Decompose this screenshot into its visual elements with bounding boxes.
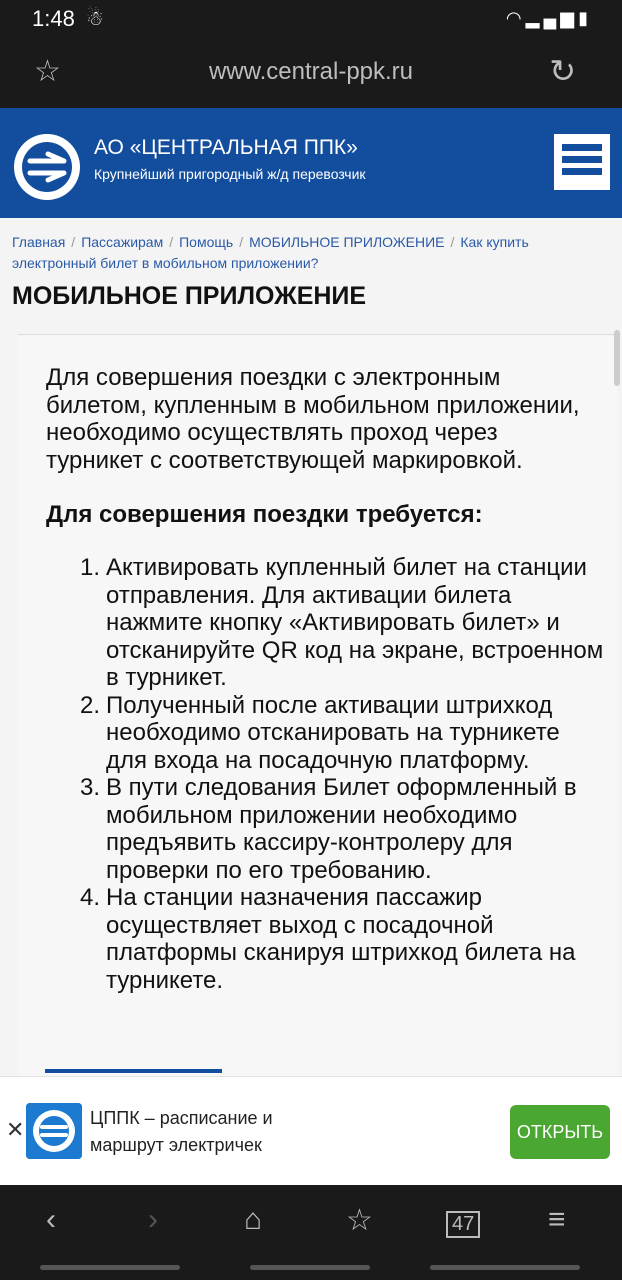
brand-title: АО «ЦЕНТРАЛЬНАЯ ППК» xyxy=(94,136,358,159)
divider xyxy=(18,334,614,335)
breadcrumb-home[interactable]: Главная xyxy=(12,234,66,250)
battery-icon: ▮ xyxy=(578,8,592,28)
list-item: 1. Активировать купленный билет на станции отправления. Для активации билета нажмите кнопку «Активировать билет» и отсканируйте QR код на экране, встроенном в турникет. xyxy=(80,554,604,691)
breadcrumb-mobile-app[interactable]: МОБИЛЬНОЕ ПРИЛОЖЕНИЕ xyxy=(249,234,445,250)
company-logo[interactable] xyxy=(12,132,82,202)
brand-subtitle: Крупнейший пригородный ж/д перевозчик xyxy=(94,166,366,182)
system-icons xyxy=(506,8,592,29)
signal-icon: ▂▄▆ xyxy=(525,8,579,28)
forward-icon[interactable]: › xyxy=(148,1203,158,1236)
steps-list xyxy=(46,554,606,994)
browser-url-bar xyxy=(0,38,622,108)
breadcrumb-current[interactable]: Как купить электронный билет в мобильном приложении? xyxy=(12,234,529,271)
bookmarks-icon[interactable]: ☆ xyxy=(346,1204,373,1237)
clock: 1:48 xyxy=(32,6,75,31)
status-bar xyxy=(0,0,622,38)
gesture-bar-left xyxy=(40,1265,180,1270)
scrollbar[interactable] xyxy=(614,330,620,386)
site-header xyxy=(0,108,622,218)
step-text: Полученный после активации штрихкод необходимо отсканировать на турникете для входа на посадочную платформу. xyxy=(106,691,560,774)
browser-nav-bar xyxy=(0,1185,622,1280)
app-name: ЦППК – расписание и маршрут электричек xyxy=(90,1108,273,1155)
gesture-bar-center xyxy=(250,1265,370,1270)
breadcrumb-help[interactable]: Помощь xyxy=(179,234,234,250)
hamburger-menu-icon[interactable] xyxy=(554,134,610,190)
article-content xyxy=(18,336,618,1076)
reload-icon[interactable]: ↻ xyxy=(549,53,576,89)
list-item: 4. На станции назначения пассажир осуществляет выход с посадочной платформы сканируя штрихкод билета на турникете. xyxy=(80,884,576,994)
app-icon xyxy=(26,1103,82,1159)
person-icon: ☃ xyxy=(86,8,104,30)
requirement-heading: Для совершения поездки требуется: xyxy=(46,501,483,528)
step-text: На станции назначения пассажир осуществляет выход с посадочной платформы сканируя штрихкод билета на турникете. xyxy=(106,884,576,994)
list-item: 3. В пути следования Билет оформленный в мобильном приложении необходимо предъявить кассиру-контролеру для проверки по его требованию. xyxy=(80,774,577,884)
page-title: МОБИЛЬНОЕ ПРИЛОЖЕНИЕ xyxy=(12,282,367,310)
app-install-banner xyxy=(0,1076,622,1185)
breadcrumb-passengers[interactable]: Пассажирам xyxy=(81,234,164,250)
section-accent-bar xyxy=(45,1069,222,1073)
open-app-button[interactable]: ОТКРЫТЬ xyxy=(510,1105,610,1159)
gesture-bar-right xyxy=(430,1265,580,1270)
close-icon[interactable]: ✕ xyxy=(6,1117,25,1142)
wifi-icon: ◠ xyxy=(505,8,526,28)
home-icon[interactable]: ⌂ xyxy=(244,1203,263,1236)
article-lead: Для совершения поездки с электронным билетом, купленным в мобильном приложении, необходимо осуществлять проход через турникет с соответствующей маркировкой. xyxy=(46,364,580,474)
breadcrumb: Главная / Пассажирам / Помощь / МОБИЛЬНОЕ ПРИЛОЖЕНИЕ / Как купить электронный билет в мобильном приложении? xyxy=(12,234,529,271)
menu-icon[interactable]: ≡ xyxy=(548,1203,566,1236)
url-field[interactable]: www.central-ppk.ru xyxy=(208,58,414,85)
list-item: 2. Полученный после активации штрихкод необходимо отсканировать на турникете для входа на посадочную платформу. xyxy=(80,691,560,774)
step-text: Активировать купленный билет на станции отправления. Для активации билета нажмите кнопку «Активировать билет» и отсканируйте QR код на экране, встроенном в турникет. xyxy=(106,554,604,691)
tabs-icon[interactable]: 47 xyxy=(446,1211,480,1238)
star-outline-icon[interactable]: ☆ xyxy=(34,55,61,88)
back-icon[interactable]: ‹ xyxy=(46,1203,56,1236)
step-text: В пути следования Билет оформленный в мобильном приложении необходимо предъявить кассиру-контролеру для проверки по его требованию. xyxy=(106,774,577,884)
